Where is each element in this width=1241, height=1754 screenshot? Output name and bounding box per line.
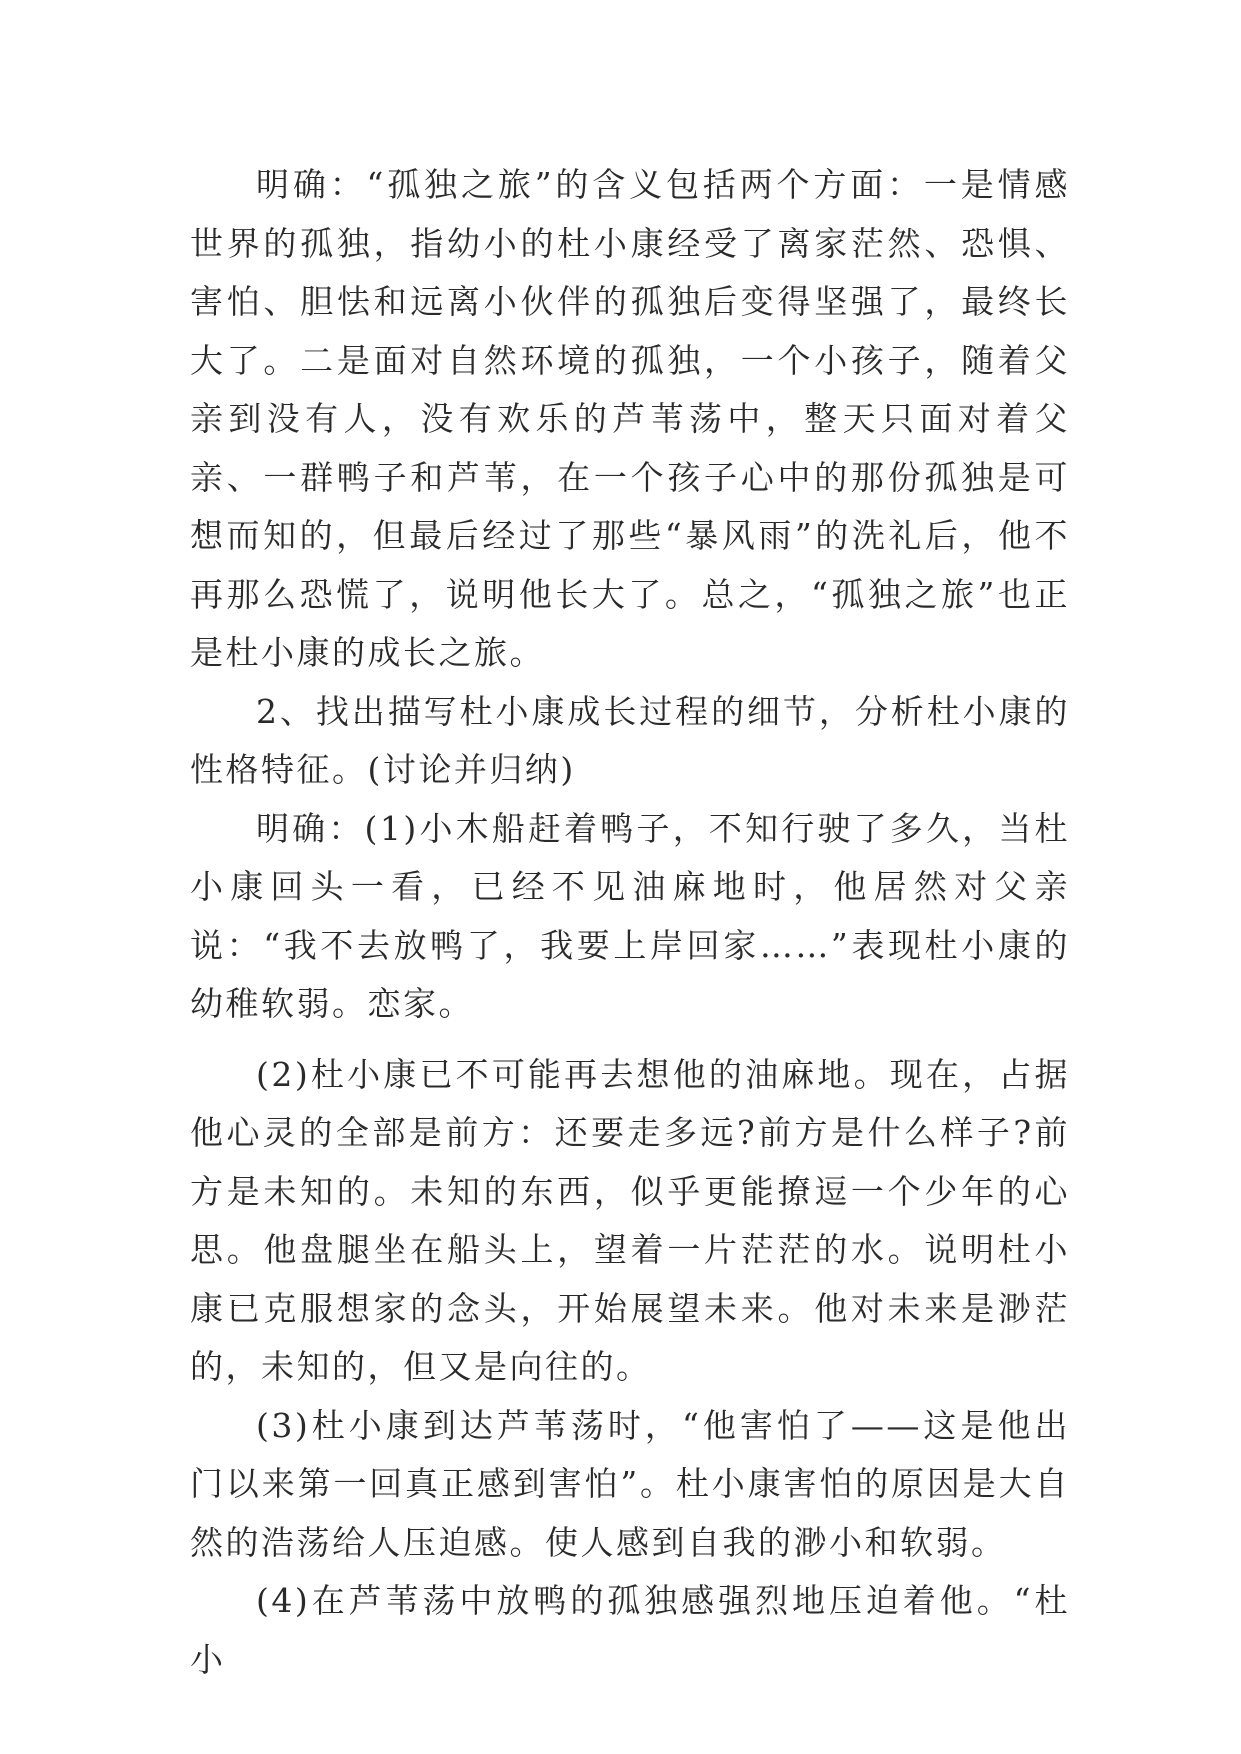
paragraph-answer-point-2: (2)杜小康已不可能再去想他的油麻地。现在，占据他心灵的全部是前方：还要走多远?前方是什么样子?前方是未知的。未知的东西，似乎更能撩逗一个少年的心思。他盘腿坐在船头上，望着一片茫茫的水。说明杜小康已克服想家的念头，开始展望未来。他对未来是渺茫的，未知的，但又是向往的。: [190, 1054, 1070, 1386]
document-body: [190, 156, 1070, 1689]
paragraph-meaning-of-lonely-journey: 明确：“孤独之旅”的含义包括两个方面：一是情感世界的孤独，指幼小的杜小康经受了离家茫然、恐惧、害怕、胆怯和远离小伙伴的孤独后变得坚强了，最终长大了。二是面对自然环境的孤独，一个小孩子，随着父亲到没有人，没有欢乐的芦苇荡中，整天只面对着父亲、一群鸭子和芦苇，在一个孩子心中的那份孤独是可想而知的，但最后经过了那些“暴风雨”的洗礼后，他不再那么恐慌了，说明他长大了。总之，“孤独之旅”也正是杜小康的成长之旅。: [190, 165, 1070, 672]
paragraph-answer-point-3: (3)杜小康到达芦苇荡时，“他害怕了——这是他出门以来第一回真正感到害怕”。杜小康害怕的原因是大自然的浩荡给人压迫感。使人感到自我的渺小和软弱。: [190, 1405, 1070, 1562]
paragraph-question-2: 2、找出描写杜小康成长过程的细节，分析杜小康的性格特征。(讨论并归纳): [190, 691, 1070, 789]
paragraph-answer-point-1: 明确：(1)小木船赶着鸭子，不知行驶了多久，当杜小康回头一看，已经不见油麻地时，他居然对父亲说：“我不去放鸭了，我要上岸回家……”表现杜小康的幼稚软弱。恋家。: [190, 808, 1070, 1023]
paragraph-answer-point-4: (4)在芦苇荡中放鸭的孤独感强烈地压迫着他。“杜小: [190, 1581, 1070, 1679]
